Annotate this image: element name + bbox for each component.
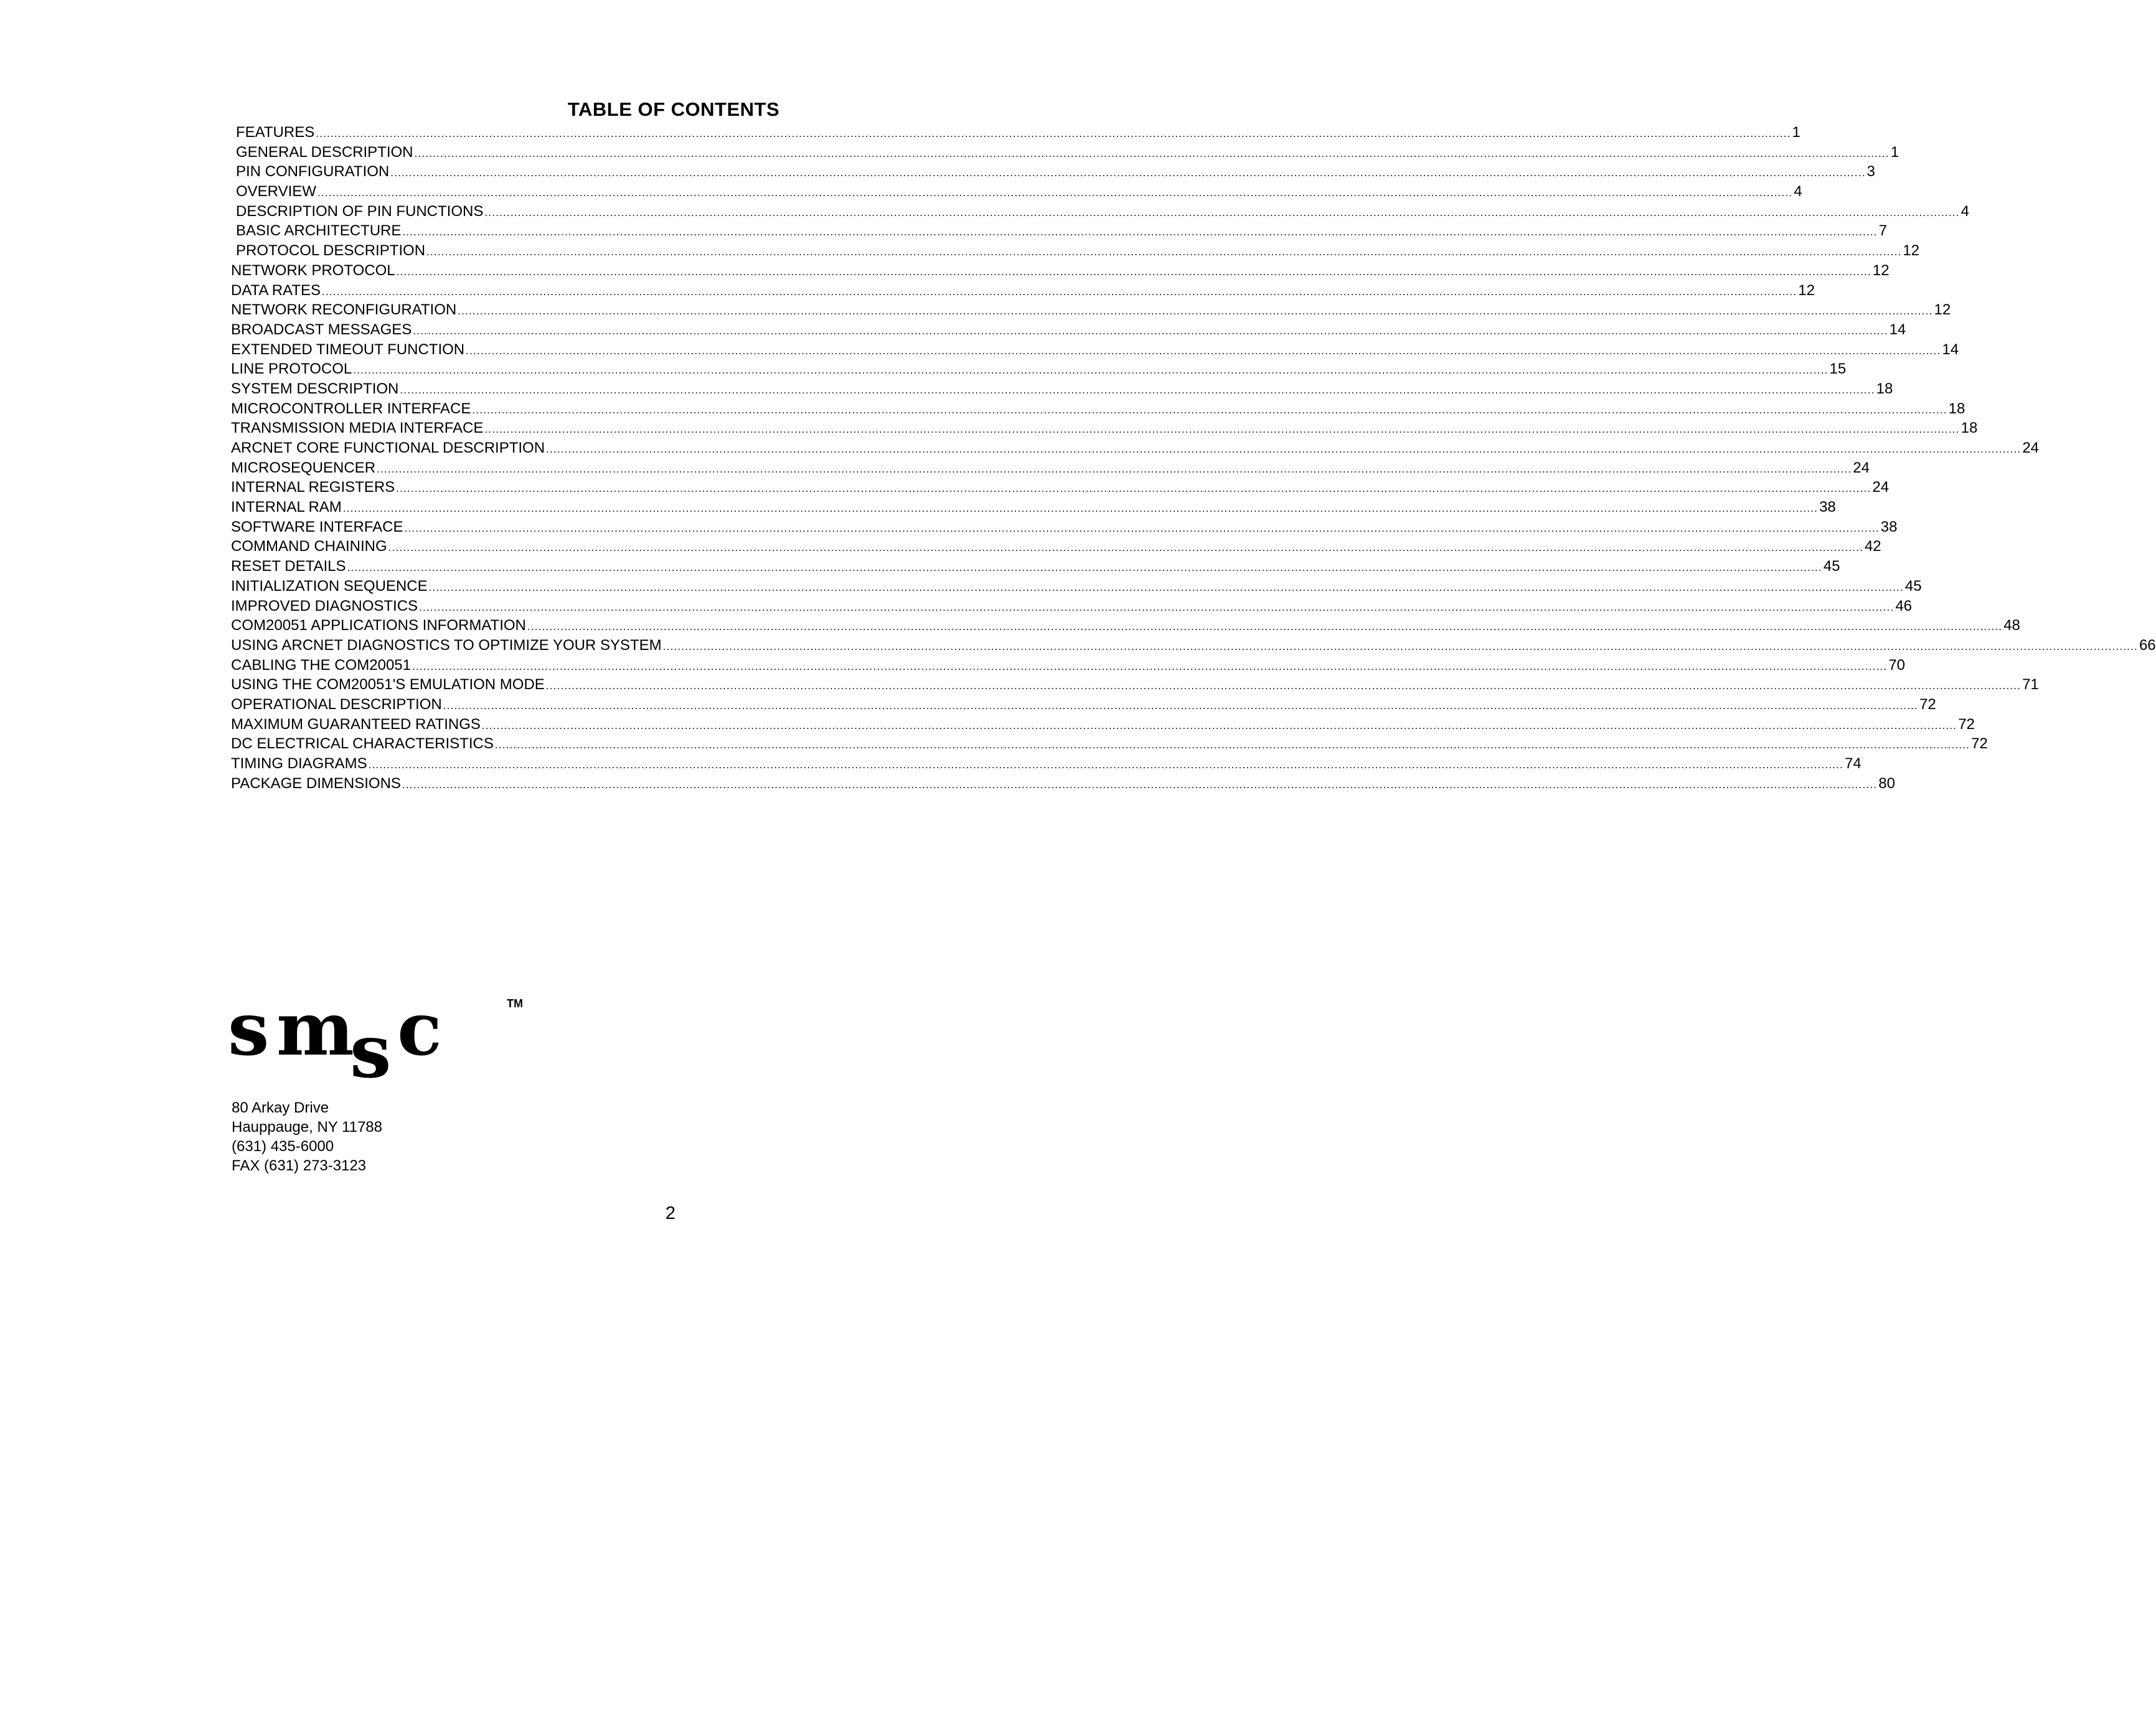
logo-trademark: TM bbox=[507, 997, 523, 1010]
toc-entry-page: 7 bbox=[1878, 222, 1887, 240]
toc-dot-leader: ................................................................................................................................................................................................................................................................................................................................................................................................................ bbox=[413, 324, 1888, 337]
toc-entry-label: SOFTWARE INTERFACE bbox=[231, 518, 403, 535]
toc-entry[interactable] bbox=[231, 320, 1906, 340]
company-address bbox=[232, 1098, 382, 1175]
toc-entry-page: 14 bbox=[1889, 321, 1906, 338]
toc-entry-label: TIMING DIAGRAMS bbox=[231, 755, 367, 772]
toc-dot-leader: ................................................................................................................................................................................................................................................................................................................................................................................................................ bbox=[396, 482, 1871, 495]
toc-entry[interactable] bbox=[231, 675, 2039, 695]
toc-entry[interactable] bbox=[231, 182, 1802, 202]
toc-entry-label: RESET DETAILS bbox=[231, 558, 346, 575]
toc-dot-leader: ................................................................................................................................................................................................................................................................................................................................................................................................................ bbox=[458, 305, 1933, 317]
toc-dot-leader: ................................................................................................................................................................................................................................................................................................................................................................................................................ bbox=[527, 621, 2003, 633]
toc-entry[interactable] bbox=[231, 340, 1959, 360]
address-street: 80 Arkay Drive bbox=[232, 1099, 329, 1116]
toc-entry-page: 12 bbox=[1872, 261, 1890, 279]
toc-entry[interactable] bbox=[231, 359, 1847, 379]
toc-entry-label: DC ELECTRICAL CHARACTERISTICS bbox=[231, 735, 494, 753]
toc-entry-page: 46 bbox=[1895, 597, 1913, 614]
toc-entry[interactable] bbox=[231, 537, 1881, 557]
toc-dot-leader: ................................................................................................................................................................................................................................................................................................................................................................................................................ bbox=[322, 285, 1797, 298]
toc-entry-page: 14 bbox=[1942, 341, 1959, 358]
toc-entry-page: 1 bbox=[1890, 143, 1899, 161]
toc-entry-page: 18 bbox=[1876, 380, 1893, 397]
logo-letter-s1: s bbox=[228, 985, 270, 1072]
toc-entry-label: SYSTEM DESCRIPTION bbox=[231, 380, 399, 397]
toc-entry[interactable] bbox=[231, 477, 1890, 497]
toc-entry[interactable] bbox=[231, 734, 1988, 754]
toc-entry[interactable] bbox=[231, 774, 1895, 794]
toc-dot-leader: ................................................................................................................................................................................................................................................................................................................................................................................................................ bbox=[402, 778, 1878, 791]
toc-entry-page: 48 bbox=[2003, 617, 2020, 634]
toc-entry-label: OVERVIEW bbox=[236, 183, 316, 200]
toc-entry-page: 42 bbox=[1864, 538, 1881, 555]
toc-entry-page: 74 bbox=[1844, 755, 1862, 772]
toc-entry[interactable] bbox=[231, 656, 1905, 675]
toc-entry-page: 72 bbox=[1958, 715, 1975, 733]
toc-entry[interactable] bbox=[231, 754, 1862, 774]
toc-entry[interactable] bbox=[231, 143, 1899, 162]
toc-entry-page: 72 bbox=[1971, 735, 1988, 753]
toc-entry-label: TRANSMISSION MEDIA INTERFACE bbox=[231, 420, 484, 437]
toc-dot-leader: ................................................................................................................................................................................................................................................................................................................................................................................................................ bbox=[353, 364, 1829, 377]
toc-entry-label: IMPROVED DIAGNOSTICS bbox=[231, 597, 418, 614]
toc-entry-label: GENERAL DESCRIPTION bbox=[236, 143, 413, 161]
logo-letter-s2: s bbox=[350, 1008, 392, 1094]
toc-entry-label: CABLING THE COM20051 bbox=[231, 656, 411, 674]
toc-dot-leader: ................................................................................................................................................................................................................................................................................................................................................................................................................ bbox=[317, 187, 1793, 199]
toc-entry-label: ARCNET CORE FUNCTIONAL DESCRIPTION bbox=[231, 440, 545, 456]
toc-dot-leader: ................................................................................................................................................................................................................................................................................................................................................................................................................ bbox=[466, 344, 1941, 357]
toc-entry[interactable] bbox=[231, 202, 1969, 222]
toc-entry[interactable] bbox=[231, 636, 2156, 656]
toc-entry[interactable] bbox=[231, 418, 1978, 438]
toc-dot-leader: ................................................................................................................................................................................................................................................................................................................................................................................................................ bbox=[396, 265, 1871, 278]
toc-dot-leader: ................................................................................................................................................................................................................................................................................................................................................................................................................ bbox=[377, 463, 1852, 475]
toc-entry-page: 3 bbox=[1866, 163, 1875, 181]
toc-entry-page: 1 bbox=[1792, 124, 1801, 141]
toc-dot-leader: ................................................................................................................................................................................................................................................................................................................................................................................................................ bbox=[481, 719, 1957, 731]
toc-entry-label: INITIALIZATION SEQUENCE bbox=[231, 577, 428, 595]
toc-entry-label: OPERATIONAL DESCRIPTION bbox=[231, 695, 442, 713]
toc-entry-page: 38 bbox=[1880, 518, 1898, 535]
toc-dot-leader: ................................................................................................................................................................................................................................................................................................................................................................................................................ bbox=[472, 403, 1947, 416]
toc-entry-label: LINE PROTOCOL bbox=[231, 360, 352, 378]
toc-dot-leader: ................................................................................................................................................................................................................................................................................................................................................................................................................ bbox=[484, 206, 1960, 219]
toc-entry-page: 70 bbox=[1888, 656, 1905, 674]
toc-dot-leader: ................................................................................................................................................................................................................................................................................................................................................................................................................ bbox=[342, 502, 1819, 515]
table-of-contents bbox=[231, 123, 2156, 793]
toc-dot-leader: ................................................................................................................................................................................................................................................................................................................................................................................................................ bbox=[316, 128, 1791, 139]
address-city: Hauppauge, NY 11788 bbox=[232, 1119, 382, 1136]
toc-entry[interactable] bbox=[231, 261, 1890, 281]
toc-entry-label: PROTOCOL DESCRIPTION bbox=[236, 242, 426, 260]
toc-dot-leader: ................................................................................................................................................................................................................................................................................................................................................................................................................ bbox=[545, 680, 2022, 692]
toc-entry-label: DESCRIPTION OF PIN FUNCTIONS bbox=[236, 202, 484, 220]
toc-entry[interactable] bbox=[231, 695, 1936, 715]
toc-entry-label: NETWORK RECONFIGURATION bbox=[231, 301, 457, 319]
toc-dot-leader: ................................................................................................................................................................................................................................................................................................................................................................................................................ bbox=[347, 562, 1822, 574]
toc-entry[interactable] bbox=[231, 576, 1922, 596]
toc-entry-page: 71 bbox=[2022, 676, 2039, 694]
toc-entry[interactable] bbox=[231, 458, 1870, 478]
toc-dot-leader: ................................................................................................................................................................................................................................................................................................................................................................................................................ bbox=[546, 443, 2022, 455]
toc-entry[interactable] bbox=[231, 438, 2040, 458]
toc-dot-leader: ................................................................................................................................................................................................................................................................................................................................................................................................................ bbox=[484, 423, 1960, 436]
toc-dot-leader: ................................................................................................................................................................................................................................................................................................................................................................................................................ bbox=[404, 522, 1880, 534]
toc-entry[interactable] bbox=[231, 379, 1893, 399]
toc-dot-leader: ................................................................................................................................................................................................................................................................................................................................................................................................................ bbox=[412, 660, 1888, 672]
toc-dot-leader: ................................................................................................................................................................................................................................................................................................................................................................................................................ bbox=[426, 246, 1902, 258]
toc-entry-page: 45 bbox=[1904, 577, 1922, 595]
toc-entry-label: FEATURES bbox=[236, 124, 315, 141]
toc-entry-label: COMMAND CHAINING bbox=[231, 538, 387, 555]
toc-entry-page: 4 bbox=[1794, 183, 1802, 200]
toc-entry-page: 72 bbox=[1919, 695, 1936, 713]
toc-entry-page: 38 bbox=[1819, 499, 1836, 516]
toc-entry-label: BROADCAST MESSAGES bbox=[231, 321, 412, 338]
toc-entry-page: 12 bbox=[1903, 242, 1920, 260]
toc-dot-leader: ................................................................................................................................................................................................................................................................................................................................................................................................................ bbox=[402, 226, 1878, 238]
toc-entry-label: MICROSEQUENCER bbox=[231, 459, 376, 476]
toc-entry-label: MAXIMUM GUARANTEED RATINGS bbox=[231, 715, 481, 733]
logo-letter-c: c bbox=[397, 985, 442, 1072]
toc-entry-label: COM20051 APPLICATIONS INFORMATION bbox=[231, 617, 526, 634]
toc-entry-label: NETWORK PROTOCOL bbox=[231, 261, 395, 279]
toc-entry-label: INTERNAL RAM bbox=[231, 499, 342, 516]
toc-entry-page: 12 bbox=[1798, 281, 1815, 299]
toc-entry-label: PIN CONFIGURATION bbox=[236, 163, 390, 181]
toc-entry-label: USING THE COM20051'S EMULATION MODE bbox=[231, 676, 545, 694]
toc-entry-page: 24 bbox=[1872, 479, 1890, 496]
toc-entry[interactable] bbox=[231, 281, 1815, 301]
toc-entry[interactable] bbox=[231, 596, 1913, 616]
toc-entry-page: 24 bbox=[2022, 440, 2040, 456]
toc-dot-leader: ................................................................................................................................................................................................................................................................................................................................................................................................................ bbox=[388, 542, 1863, 554]
toc-entry-page: 80 bbox=[1878, 774, 1895, 792]
toc-entry-label: DATA RATES bbox=[231, 281, 321, 299]
logo-letter-m: m bbox=[276, 985, 354, 1072]
toc-dot-leader: ................................................................................................................................................................................................................................................................................................................................................................................................................ bbox=[414, 147, 1890, 159]
toc-entry-page: 24 bbox=[1853, 459, 1870, 476]
toc-entry[interactable] bbox=[231, 715, 1975, 735]
toc-entry-label: INTERNAL REGISTERS bbox=[231, 479, 395, 496]
toc-entry-page: 18 bbox=[1961, 420, 1978, 437]
toc-entry-page: 15 bbox=[1829, 360, 1847, 378]
smsc-logo bbox=[228, 985, 539, 1102]
toc-entry-label: EXTENDED TIMEOUT FUNCTION bbox=[231, 341, 465, 358]
toc-entry-label: USING ARCNET DIAGNOSTICS TO OPTIMIZE YOUR SYSTEM bbox=[231, 636, 662, 654]
address-fax: FAX (631) 273-3123 bbox=[232, 1157, 367, 1174]
toc-entry-page: 66 bbox=[2139, 636, 2156, 654]
toc-entry[interactable] bbox=[231, 221, 1887, 241]
toc-dot-leader: ................................................................................................................................................................................................................................................................................................................................................................................................................ bbox=[443, 699, 1918, 712]
toc-dot-leader: ................................................................................................................................................................................................................................................................................................................................................................................................................ bbox=[368, 759, 1843, 771]
page-number: 2 bbox=[665, 1203, 676, 1223]
toc-entry[interactable] bbox=[231, 399, 1965, 419]
toc-entry-label: BASIC ARCHITECTURE bbox=[236, 222, 402, 240]
toc-entry[interactable] bbox=[231, 300, 1951, 320]
toc-dot-leader: ................................................................................................................................................................................................................................................................................................................................................................................................................ bbox=[390, 167, 1866, 179]
address-phone: (631) 435-6000 bbox=[232, 1138, 334, 1155]
toc-entry-page: 12 bbox=[1934, 301, 1951, 319]
toc-entry[interactable] bbox=[231, 123, 1801, 143]
toc-entry-page: 45 bbox=[1823, 558, 1840, 575]
toc-dot-leader: ................................................................................................................................................................................................................................................................................................................................................................................................................ bbox=[400, 383, 1875, 396]
toc-entry[interactable] bbox=[231, 557, 1840, 576]
toc-dot-leader: ................................................................................................................................................................................................................................................................................................................................................................................................................ bbox=[428, 581, 1904, 593]
toc-dot-leader: ................................................................................................................................................................................................................................................................................................................................................................................................................ bbox=[419, 601, 1895, 613]
toc-entry[interactable] bbox=[231, 497, 1836, 517]
toc-entry-page: 18 bbox=[1948, 400, 1965, 417]
toc-dot-leader: ................................................................................................................................................................................................................................................................................................................................................................................................................ bbox=[662, 640, 2138, 652]
toc-entry[interactable] bbox=[231, 517, 1898, 537]
toc-entry[interactable] bbox=[231, 162, 1875, 182]
toc-entry[interactable] bbox=[231, 616, 2020, 636]
toc-dot-leader: ................................................................................................................................................................................................................................................................................................................................................................................................................ bbox=[494, 739, 1970, 751]
page-title: TABLE OF CONTENTS bbox=[567, 98, 780, 120]
toc-entry-page: 4 bbox=[1961, 202, 1969, 220]
toc-entry-label: PACKAGE DIMENSIONS bbox=[231, 774, 401, 792]
toc-entry[interactable] bbox=[231, 241, 1920, 261]
toc-entry-label: MICROCONTROLLER INTERFACE bbox=[231, 400, 471, 417]
